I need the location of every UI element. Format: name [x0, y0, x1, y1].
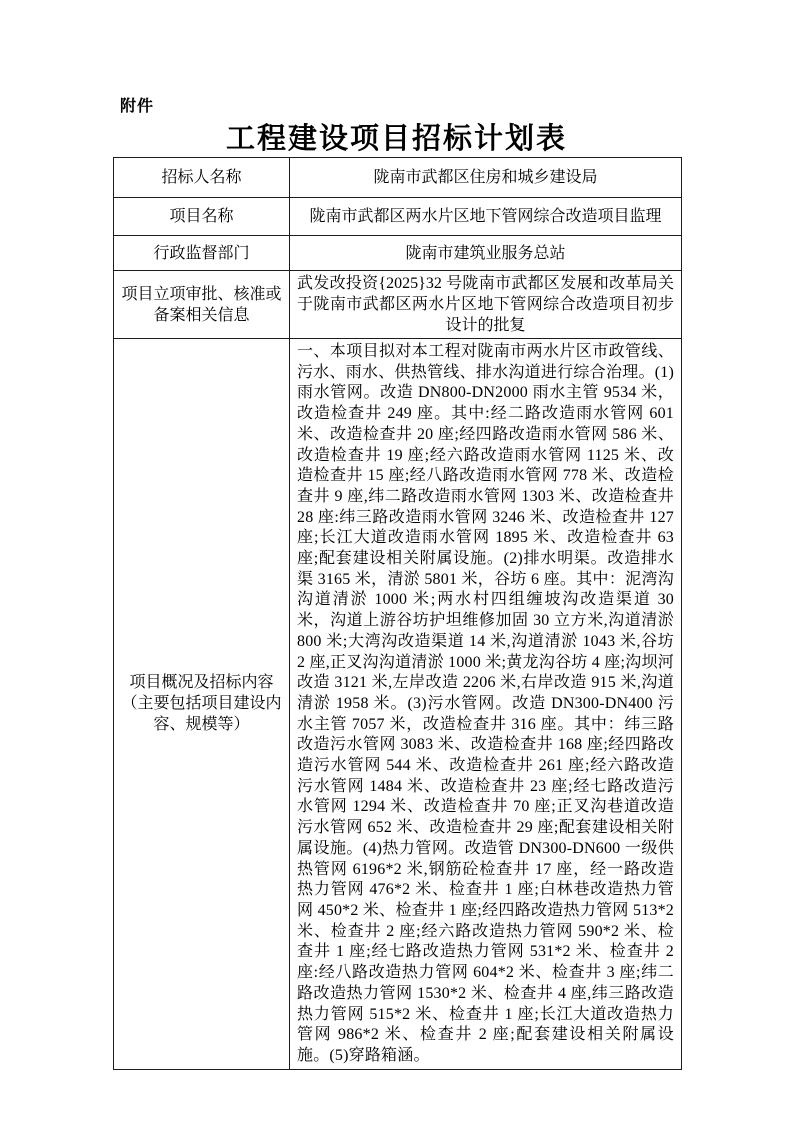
table-row-project-name [114, 198, 682, 236]
approval-info-label: 项目立项审批、核准或备案相关信息 [114, 271, 290, 339]
supervising-department-label: 行政监督部门 [114, 236, 290, 271]
project-name-label: 项目名称 [114, 198, 290, 236]
project-name-value: 陇南市武都区两水片区地下管网综合改造项目监理 [290, 198, 682, 236]
table-row-project-overview [114, 339, 682, 1070]
attachment-label: 附件 [120, 98, 155, 115]
supervising-department-value: 陇南市建筑业服务总站 [290, 236, 682, 271]
page-title: 工程建设项目招标计划表 [225, 123, 567, 155]
approval-info-value: 武发改投资{2025}32 号陇南市武都区发展和改革局关于陇南市武都区两水片区地下管网综合改造项目初步设计的批复 [290, 271, 682, 339]
table-row-approval-info [114, 271, 682, 339]
bidder-name-value: 陇南市武都区住房和城乡建设局 [290, 158, 682, 198]
project-overview-label: 项目概况及招标内容（主要包括项目建设内容、规模等） [114, 339, 290, 1070]
table-row-supervising-department [114, 236, 682, 271]
table-row-bidder-name [114, 158, 682, 198]
project-overview-value: 一、本项目拟对本工程对陇南市两水片区市政管线、污水、雨水、供热管线、排水沟道进行综合治理。(1)雨水管网。改造 DN800-DN2000 雨水主管 9534 米，改造检查井 249 座。其中:经二路改造雨水管网 601 米、改造检查井 20 座;经四路改造雨水管网 586 米、改造检查井 19 座;经六路改造雨水管网 1125 米、改造检查井 15 座;经八路改造雨水管网 778 米、改造检查井 9 座,纬二路改造雨水管网 1303 米、改造检查井 28 座:纬三路改造雨水管网 3246 米、改造检查井 127 座;长江大道改造雨水管网 1895 米、改造检查井 63 座;配套建设相关附属设施。(2)排水明渠。改造排水渠 3165 米，清淤 5801 米，谷坊 6 座。其中：泥湾沟沟道清淤 1000 米;两水村四组缠坡沟改造渠道 30 米，沟道上游谷坊护坦维修加固 30 立方米,沟道清淤 800 米;大湾沟改造渠道 14 米,沟道清淤 1043 米,谷坊 2 座,正叉沟沟道清淤 1000 米;黄龙沟谷坊 4 座;沟坝河改造 3121 米,左岸改造 2206 米,右岸改造 915 米,沟道清淤 1958 米。(3)污水管网。改造 DN300-DN400 污水主管 7057 米，改造检查井 316 座。其中：纬三路改造污水管网 3083 米、改造检查井 168 座;经四路改造污水管网 544 米、改造检查井 261 座;经六路改造污水管网 1484 米、改造检查井 23 座;经七路改造污水管网 1294 米、改造检查井 70 座;正叉沟巷道改造污水管网 652 米、改造检查井 29 座;配套建设相关附属设施。(4)热力管网。改造管 DN300-DN600 一级供热管网 6196*2 米,钢筋砼检查井 17 座，经一路改造热力管网 476*2 米、检查井 1 座;白林巷改造热力管网 450*2 米、检查井 1 座;经四路改造热力管网 513*2 米、检查井 2 座;经六路改造热力管网 590*2 米、检查井 1 座;经七路改造热力管网 531*2 米、检查井 2 座:经八路改造热力管网 604*2 米、检查井 3 座;纬二路改造热力管网 1530*2 米、检查井 4 座,纬三路改造热力管网 515*2 米、检查井 1 座;长江大道改造热力管网 986*2 米、检查井 2 座;配套建设相关附属设施。(5)穿路箱涵。 [290, 339, 682, 1070]
bidder-name-label: 招标人名称 [114, 158, 290, 198]
bidding-plan-table [113, 157, 682, 1070]
